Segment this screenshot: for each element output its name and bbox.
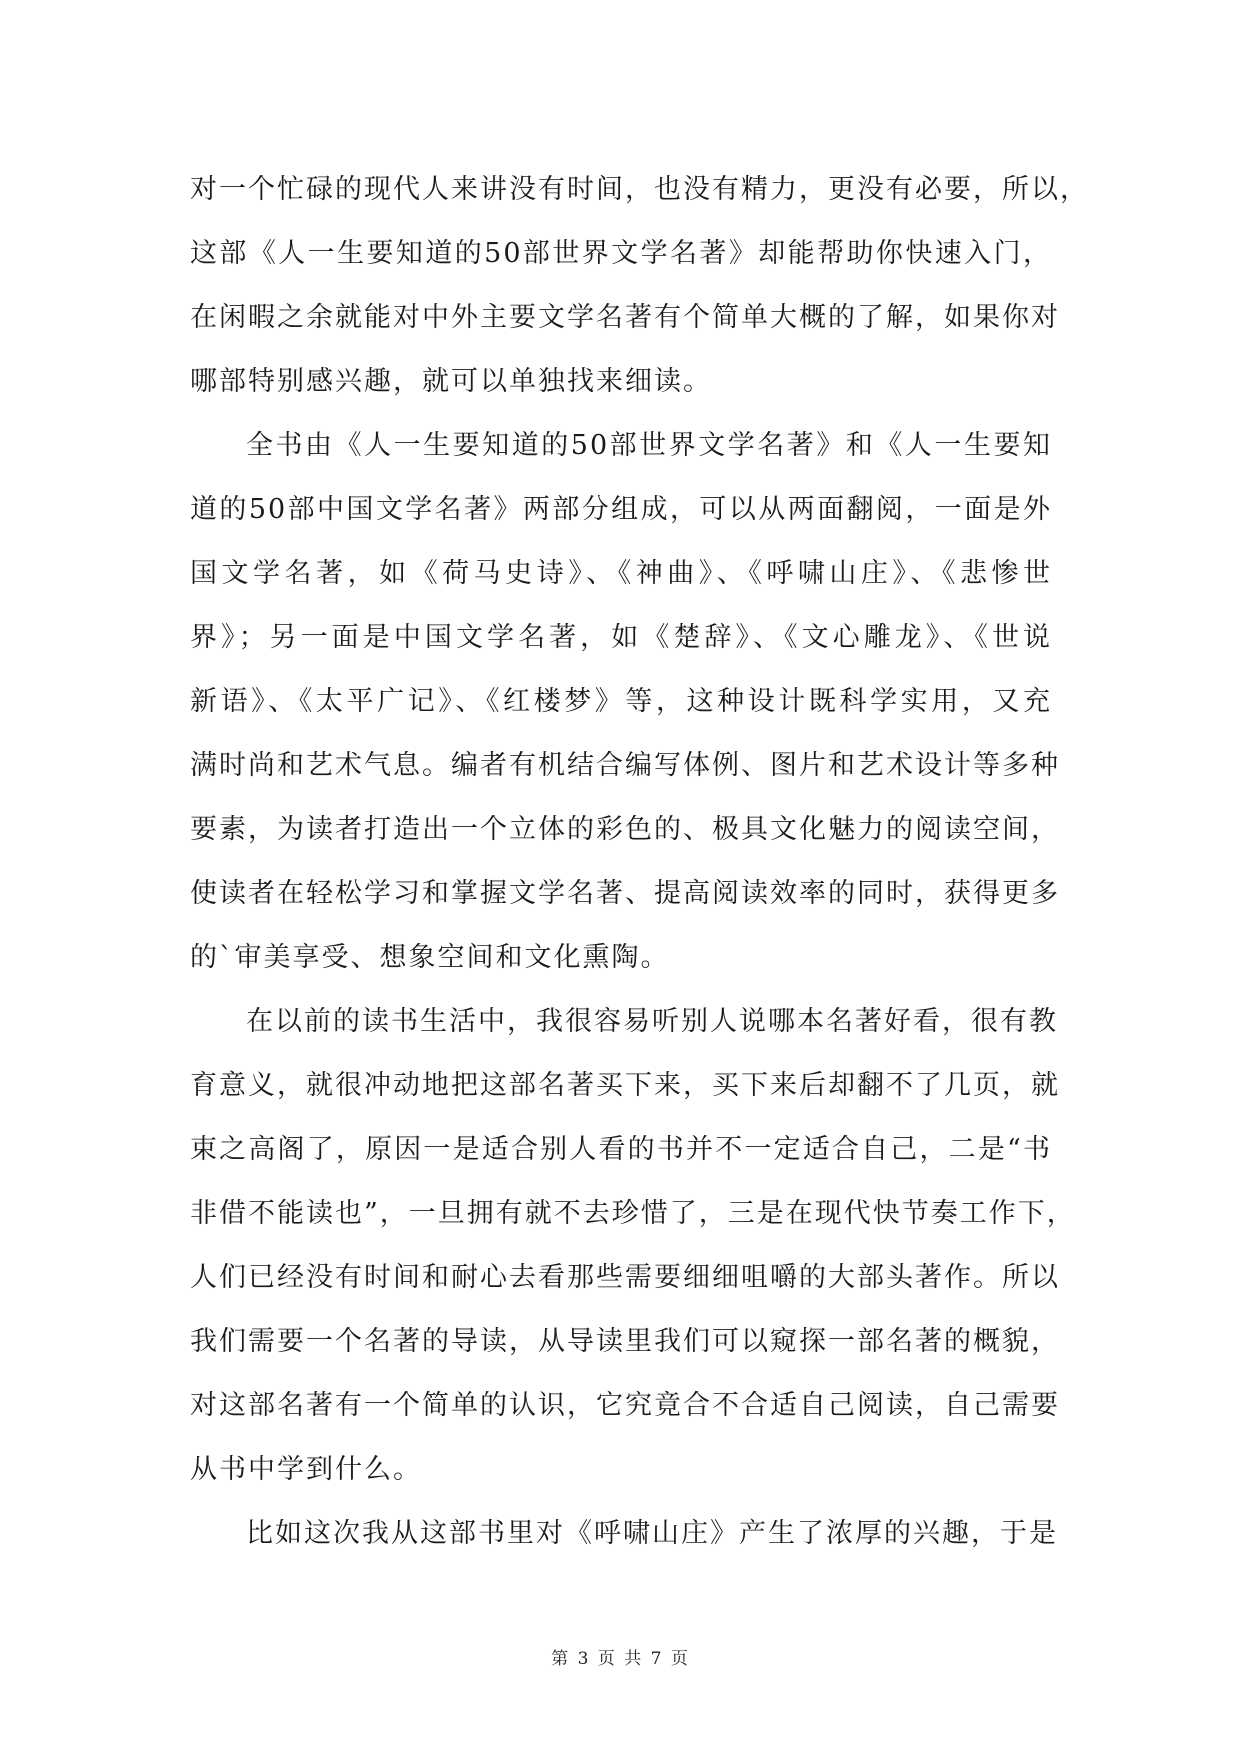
footer-middle: 页 共 bbox=[597, 1649, 644, 1669]
text-line: 界》；另一面是中国文学名著，如《楚辞》、《文心雕龙》、《世说 bbox=[190, 622, 1052, 653]
text-line: 在闲暇之余就能对中外主要文学名著有个简单大概的了解，如果你对 bbox=[190, 302, 1060, 333]
text-line: 我们需要一个名著的导读，从导读里我们可以窥探一部名著的概貌， bbox=[190, 1326, 1060, 1357]
text-line: 人们已经没有时间和耐心去看那些需要细细咀嚼的大部头著作。所以 bbox=[190, 1262, 1060, 1293]
text-line: 要素，为读者打造出一个立体的彩色的、极具文化魅力的阅读空间， bbox=[190, 814, 1060, 845]
footer-suffix: 页 bbox=[670, 1649, 690, 1669]
text-line: 满时尚和艺术气息。编者有机结合编写体例、图片和艺术设计等多种 bbox=[190, 750, 1060, 781]
text-line: 国文学名著，如《荷马史诗》、《神曲》、《呼啸山庄》、《悲惨世 bbox=[190, 558, 1052, 589]
text-line: 对这部名著有一个简单的认识，它究竟合不合适自己阅读，自己需要 bbox=[190, 1390, 1060, 1421]
document-body bbox=[190, 158, 1089, 1566]
text-line: 全书由《人一生要知道的50部世界文学名著》和《人一生要知 bbox=[246, 430, 1052, 461]
text-line: 这部《人一生要知道的50部世界文学名著》却能帮助你快速入门， bbox=[190, 238, 1052, 269]
text-line: 比如这次我从这部书里对《呼啸山庄》产生了浓厚的兴趣，于是 bbox=[246, 1518, 1058, 1549]
text-line: 育意义，就很冲动地把这部名著买下来，买下来后却翻不了几页，就 bbox=[190, 1070, 1060, 1101]
text-line: 哪部特别感兴趣，就可以单独找来细读。 bbox=[190, 366, 712, 397]
total-page-count: 7 bbox=[650, 1649, 664, 1669]
current-page-number: 3 bbox=[577, 1649, 591, 1669]
text-line: 新语》、《太平广记》、《红楼梦》等，这种设计既科学实用，又充 bbox=[190, 686, 1052, 717]
text-line: 使读者在轻松学习和掌握文学名著、提高阅读效率的同时，获得更多 bbox=[190, 878, 1060, 909]
text-line: 在以前的读书生活中，我很容易听别人说哪本名著好看，很有教 bbox=[246, 1006, 1058, 1037]
text-line: 从书中学到什么。 bbox=[190, 1454, 422, 1485]
text-line: 非借不能读也”，一旦拥有就不去珍惜了，三是在现代快节奏工作下， bbox=[190, 1198, 1076, 1229]
text-line: 束之高阁了，原因一是适合别人看的书并不一定适合自己，二是“书 bbox=[190, 1134, 1052, 1165]
footer-prefix: 第 bbox=[551, 1649, 571, 1669]
text-line: 的`审美享受、想象空间和文化熏陶。 bbox=[190, 942, 670, 973]
text-line: 对一个忙碌的现代人来讲没有时间，也没有精力，更没有必要，所以， bbox=[190, 174, 1089, 205]
text-line: 道的50部中国文学名著》两部分组成，可以从两面翻阅，一面是外 bbox=[190, 494, 1052, 525]
page-footer bbox=[0, 1647, 1241, 1671]
